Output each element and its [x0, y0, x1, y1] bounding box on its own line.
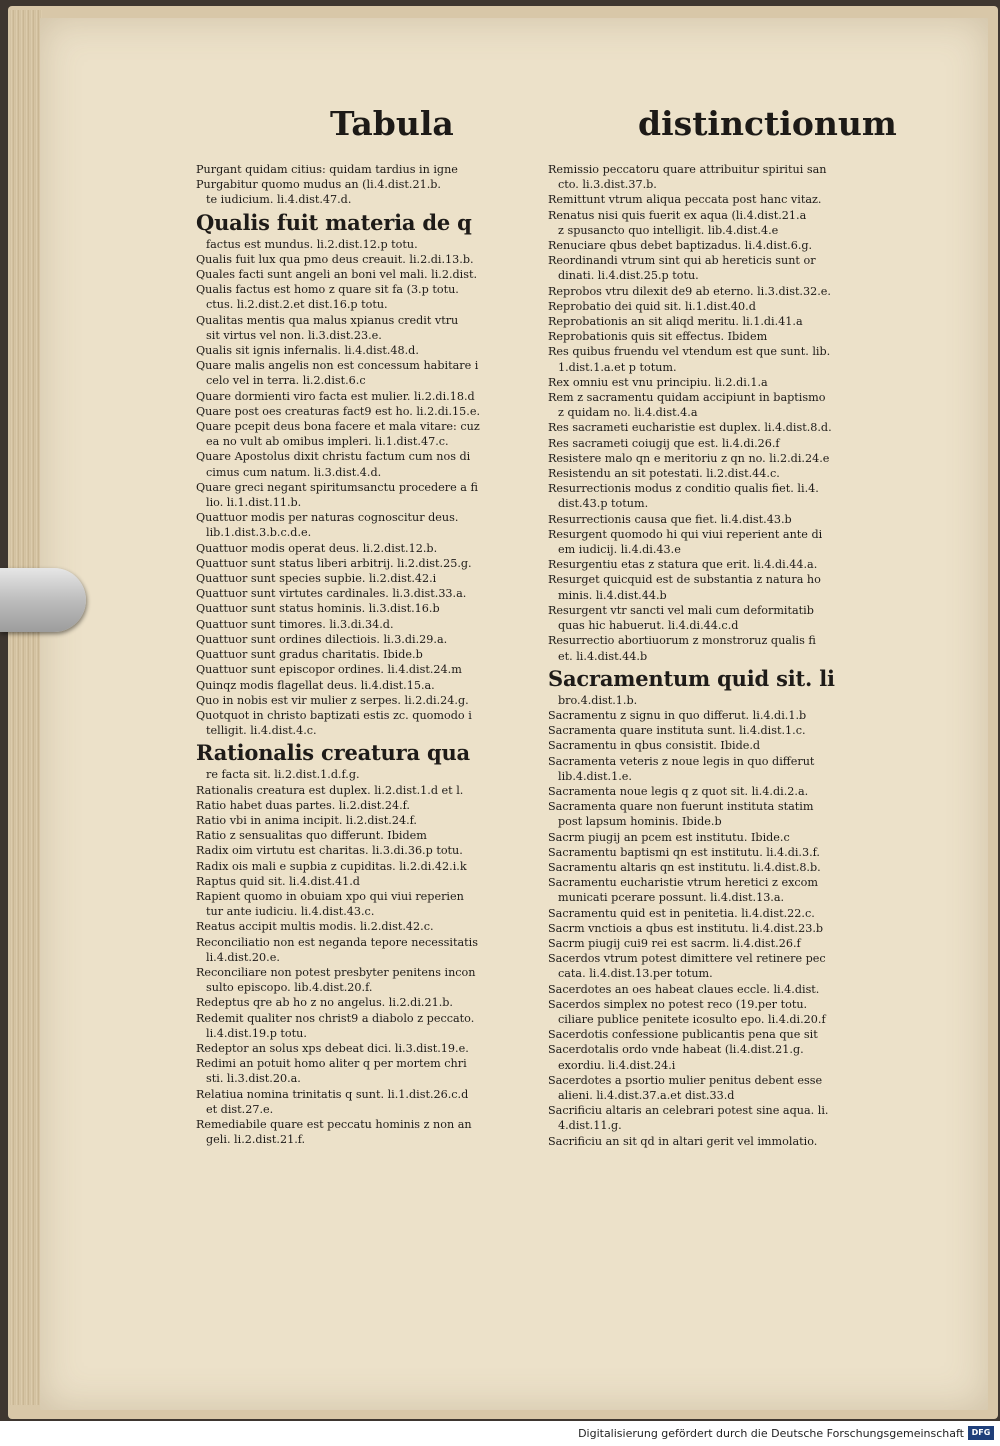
- index-entry: ctus. li.2.dist.2.et dist.16.p totu.: [206, 298, 388, 312]
- index-entry: cata. li.4.dist.13.per totum.: [558, 967, 713, 981]
- index-entry: Raptus quid sit. li.4.dist.41.d: [196, 874, 360, 888]
- index-entry: Sacerdotes an oes habeat claues eccle. li.4.dist.: [548, 982, 820, 996]
- index-entry: Rapient quomo in obuiam xpo qui viui reperien: [196, 889, 464, 903]
- index-column-left: [196, 162, 534, 1147]
- index-entry: Sacerdos vtrum potest dimittere vel retinere pec: [548, 952, 826, 966]
- index-entry: telligit. li.4.dist.4.c.: [206, 724, 317, 738]
- index-entry: Quattuor sunt status liberi arbitrij. li.2.dist.25.g.: [196, 556, 472, 570]
- index-entry: Remissio peccatoru quare attribuitur spiritui san: [548, 163, 827, 176]
- index-entry: sit virtus vel non. li.3.dist.23.e.: [206, 328, 382, 342]
- index-entry: Quare post oes creaturas fact9 est ho. li.2.di.15.e.: [196, 404, 481, 418]
- index-entry: z spusancto quo intelligit. lib.4.dist.4.e: [558, 223, 779, 237]
- index-entry: factus est mundus. li.2.dist.12.p totu.: [206, 237, 418, 251]
- index-entry: Sacrificiu altaris an celebrari potest sine aqua. li.: [548, 1104, 829, 1118]
- index-entry: Sacrm vnctiois a qbus est institutu. li.4.dist.23.b: [548, 921, 824, 935]
- index-entry: Sacramentu altaris qn est institutu. li.4.dist.8.b.: [548, 860, 821, 874]
- index-entry: Redemit qualiter nos christ9 a diabolo z peccato.: [196, 1011, 475, 1025]
- index-entry: 1.dist.1.a.et p totum.: [558, 360, 677, 374]
- index-entry: Radix oim virtutu est charitas. li.3.di.36.p totu.: [196, 844, 463, 858]
- index-entry: Rationalis creatura est duplex. li.2.dist.1.d et l.: [196, 783, 464, 797]
- index-entry: geli. li.2.dist.21.f.: [206, 1133, 306, 1147]
- index-entry: Reordinandi vtrum sint qui ab hereticis sunt or: [548, 254, 816, 268]
- index-entry: Resurrectionis modus z conditio qualis fiet. li.4.: [548, 482, 819, 496]
- index-entry: cimus cum natum. li.3.dist.4.d.: [206, 465, 382, 479]
- index-entry: post lapsum hominis. Ibide.b: [558, 815, 722, 829]
- index-entry: Res sacrameti coiugij que est. li.4.di.26.f: [548, 436, 780, 450]
- index-entry: Ratio z sensualitas quo differunt. Ibidem: [196, 829, 427, 843]
- index-entry: Sacerdotes a psortio mulier penitus debent esse: [548, 1073, 823, 1087]
- index-entry: Renuciare qbus debet baptizadus. li.4.dist.6.g.: [548, 239, 813, 253]
- index-entry: Sacramentu z signu in quo differut. li.4.di.1.b: [548, 708, 807, 722]
- index-entry: alieni. li.4.dist.37.a.et dist.33.d: [558, 1088, 735, 1102]
- index-entry: Relatiua nomina trinitatis q sunt. li.1.dist.26.c.d: [196, 1087, 469, 1101]
- index-entry: tur ante iudiciu. li.4.dist.43.c.: [206, 905, 375, 919]
- index-entry: Resistendu an sit potestati. li.2.dist.44.c.: [548, 467, 780, 481]
- index-entry: exordiu. li.4.dist.24.i: [558, 1058, 676, 1072]
- index-entry: Sacramentu quid est in penitetia. li.4.dist.22.c.: [548, 906, 815, 920]
- index-entry: Resurrectio abortiuorum z monstroruz qualis fi: [548, 634, 816, 648]
- index-entry: Quattuor sunt species supbie. li.2.dist.42.i: [196, 572, 437, 586]
- running-head-left: Tabula: [330, 104, 454, 143]
- index-entry: Redeptor an solus xps debeat dici. li.3.dist.19.e.: [196, 1041, 469, 1055]
- index-entry: Sacramentu eucharistie vtrum heretici z excom: [548, 876, 818, 890]
- index-entry: Res sacrameti eucharistie est duplex. li.4.dist.8.d.: [548, 421, 832, 435]
- index-entry: Rex omniu est vnu principiu. li.2.di.1.a: [548, 375, 768, 389]
- index-entry: ciliare publice penitete icosulto epo. li.4.di.20.f: [558, 1012, 826, 1026]
- index-entry: Purgabitur quomo mudus an (li.4.dist.21.b.: [196, 178, 441, 192]
- index-entry: ea no vult ab omibus impleri. li.1.dist.47.c.: [206, 435, 449, 449]
- footer-bar: [0, 1421, 1000, 1446]
- index-entry: Sacramenta quare non fuerunt instituta statim: [548, 800, 814, 814]
- index-entry: Ratio vbi in anima incipit. li.2.dist.24.f.: [196, 813, 417, 827]
- index-entry: Resurgent vtr sancti vel mali cum deformitatib: [548, 603, 814, 617]
- index-entry: dist.43.p totum.: [558, 497, 649, 511]
- index-entry: Sacerdos simplex no potest reco (19.per totu.: [548, 997, 808, 1011]
- index-entry: Reatus accipit multis modis. li.2.dist.42.c.: [196, 920, 434, 934]
- index-entry: Quare Apostolus dixit christu factum cum nos di: [196, 450, 471, 464]
- index-entry: Resurget quicquid est de substantia z natura ho: [548, 573, 821, 587]
- index-column-right: [548, 162, 893, 1149]
- index-entry: Quattuor modis operat deus. li.2.dist.12.b.: [196, 541, 438, 555]
- index-entry: Reconciliare non potest presbyter penitens incon: [196, 965, 476, 979]
- index-entry: celo vel in terra. li.2.dist.6.c: [206, 374, 366, 388]
- index-entry: lib.1.dist.3.b.c.d.e.: [206, 526, 312, 540]
- index-entry: municati pcerare possunt. li.4.dist.13.a.: [558, 891, 785, 905]
- index-entry: 4.dist.11.g.: [558, 1119, 622, 1133]
- index-entry: Resurgent quomodo hi qui viui reperient ante di: [548, 527, 823, 541]
- index-entry: sulto episcopo. lib.4.dist.20.f.: [206, 981, 373, 995]
- index-entry: Sacramenta veteris z noue legis in quo differut: [548, 754, 815, 768]
- index-entry: Quo in nobis est vir mulier z serpes. li.2.di.24.g.: [196, 693, 469, 707]
- index-entry: et dist.27.e.: [206, 1102, 274, 1116]
- index-entry: Qualis fuit lux qua pmo deus creauit. li.2.di.13.b.: [196, 252, 474, 266]
- index-entry: z quidam no. li.4.dist.4.a: [558, 406, 698, 420]
- index-entry: Res quibus fruendu vel vtendum est que sunt. lib.: [548, 345, 831, 359]
- index-entry: et. li.4.dist.44.b: [558, 649, 648, 663]
- page-edges: [10, 10, 42, 1405]
- index-entry: sti. li.3.dist.20.a.: [206, 1072, 301, 1086]
- index-entry: cto. li.3.dist.37.b.: [558, 178, 657, 192]
- index-heading: Rationalis creatura qua: [196, 740, 470, 766]
- index-entry: Quattuor sunt gradus charitatis. Ibide.b: [196, 648, 423, 662]
- index-entry: Reprobationis an sit aliqd meritu. li.1.di.41.a: [548, 315, 803, 329]
- index-entry: Reprobos vtru dilexit de9 ab eterno. li.3.dist.32.e.: [548, 284, 831, 298]
- index-entry: Quattuor sunt virtutes cardinales. li.3.dist.33.a.: [196, 587, 467, 601]
- index-entry: Sacramentu baptismi qn est institutu. li.4.di.3.f.: [548, 845, 820, 859]
- index-entry: li.4.dist.19.p totu.: [206, 1026, 307, 1040]
- index-entry: Redimi an potuit homo aliter q per mortem chri: [196, 1057, 467, 1071]
- index-entry: Remediabile quare est peccatu hominis z non an: [196, 1117, 472, 1131]
- index-entry: em iudicij. li.4.di.43.e: [558, 543, 681, 557]
- index-entry: Reconciliatio non est neganda tepore necessitatis: [196, 935, 478, 949]
- index-entry: Quare dormienti viro facta est mulier. li.2.di.18.d: [196, 389, 475, 403]
- index-entry: Quotquot in christo baptizati estis zc. quomodo i: [196, 708, 472, 722]
- index-entry: te iudicium. li.4.dist.47.d.: [206, 193, 352, 207]
- index-entry: Quales facti sunt angeli an boni vel mali. li.2.dist.: [196, 268, 478, 282]
- index-entry: Redeptus qre ab ho z no angelus. li.2.di.21.b.: [196, 996, 453, 1010]
- index-entry: Renatus nisi quis fuerit ex aqua (li.4.dist.21.a: [548, 208, 807, 222]
- index-entry: Reprobatio dei quid sit. li.1.dist.40.d: [548, 299, 756, 313]
- index-entry: Resurgentiu etas z statura que erit. li.4.di.44.a.: [548, 558, 818, 572]
- index-entry: Reprobationis quis sit effectus. Ibidem: [548, 330, 768, 344]
- index-entry: Qualitas mentis qua malus xpianus credit vtru: [196, 313, 459, 327]
- index-entry: Sacerdotalis ordo vnde habeat (li.4.dist.21.g.: [548, 1043, 804, 1057]
- index-entry: Quattuor sunt ordines dilectiois. li.3.di.29.a.: [196, 632, 448, 646]
- index-entry: Sacramentu in qbus consistit. Ibide.d: [548, 739, 761, 753]
- running-head-right: distinctionum: [638, 104, 897, 143]
- index-entry: lio. li.1.dist.11.b.: [206, 496, 302, 510]
- index-heading: Qualis fuit materia de q: [196, 209, 472, 235]
- funding-notice: Digitalisierung gefördert durch die Deutsche Forschungsgemeinschaft: [578, 1427, 964, 1440]
- index-entry: Rem z sacramentu quidam accipiunt in baptismo: [548, 391, 826, 405]
- index-entry: Sacramenta quare instituta sunt. li.4.dist.1.c.: [548, 724, 806, 738]
- index-entry: Quattuor sunt status hominis. li.3.dist.16.b: [196, 602, 440, 616]
- index-entry: Radix ois mali e supbia z cupiditas. li.2.di.42.i.k: [196, 859, 467, 873]
- index-entry: Quattuor sunt timores. li.3.di.34.d.: [196, 617, 394, 631]
- index-entry: re facta sit. li.2.dist.1.d.f.g.: [206, 768, 360, 782]
- index-entry: li.4.dist.20.e.: [206, 950, 280, 964]
- index-entry: Sacrificiu an sit qd in altari gerit vel immolatio.: [548, 1134, 818, 1148]
- index-entry: Qualis factus est homo z quare sit fa (3.p totu.: [196, 283, 459, 297]
- index-entry: Quare greci negant spiritumsanctu procedere a fi: [196, 480, 478, 494]
- index-entry: Quinqz modis flagellat deus. li.4.dist.15.a.: [196, 678, 435, 692]
- index-entry: Qualis sit ignis infernalis. li.4.dist.48.d.: [196, 344, 419, 358]
- index-entry: bro.4.dist.1.b.: [558, 693, 638, 707]
- index-entry: Sacramenta noue legis q z quot sit. li.4.di.2.a.: [548, 784, 809, 798]
- page-clip: [0, 568, 86, 632]
- index-entry: dinati. li.4.dist.25.p totu.: [558, 269, 699, 283]
- index-entry: Resurrectionis causa que fiet. li.4.dist.43.b: [548, 512, 792, 526]
- index-entry: Ratio habet duas partes. li.2.dist.24.f.: [196, 798, 410, 812]
- index-entry: quas hic habuerut. li.4.di.44.c.d: [558, 619, 739, 633]
- index-entry: lib.4.dist.1.e.: [558, 769, 632, 783]
- index-entry: Sacerdotis confessione publicantis pena que sit: [548, 1028, 818, 1042]
- index-entry: Purgant quidam citius: quidam tardius in igne: [196, 163, 458, 176]
- index-entry: Resistere malo qn e meritoriu z qn no. li.2.di.24.e: [548, 451, 830, 465]
- index-heading: Sacramentum quid sit. li: [548, 665, 835, 691]
- index-entry: Quattuor sunt episcopor ordines. li.4.dist.24.m: [196, 663, 462, 677]
- dfg-logo: DFG: [968, 1426, 994, 1440]
- index-entry: Quare pcepit deus bona facere et mala vitare: cuz: [196, 420, 480, 434]
- index-entry: Quattuor modis per naturas cognoscitur deus.: [196, 511, 459, 525]
- index-entry: Sacrm piugij an pcem est institutu. Ibide.c: [548, 830, 790, 844]
- index-entry: Sacrm piugij cui9 rei est sacrm. li.4.dist.26.f: [548, 936, 801, 950]
- index-entry: minis. li.4.dist.44.b: [558, 588, 667, 602]
- index-entry: Remittunt vtrum aliqua peccata post hanc vitaz.: [548, 193, 822, 207]
- index-entry: Quare malis angelis non est concessum habitare i: [196, 359, 479, 373]
